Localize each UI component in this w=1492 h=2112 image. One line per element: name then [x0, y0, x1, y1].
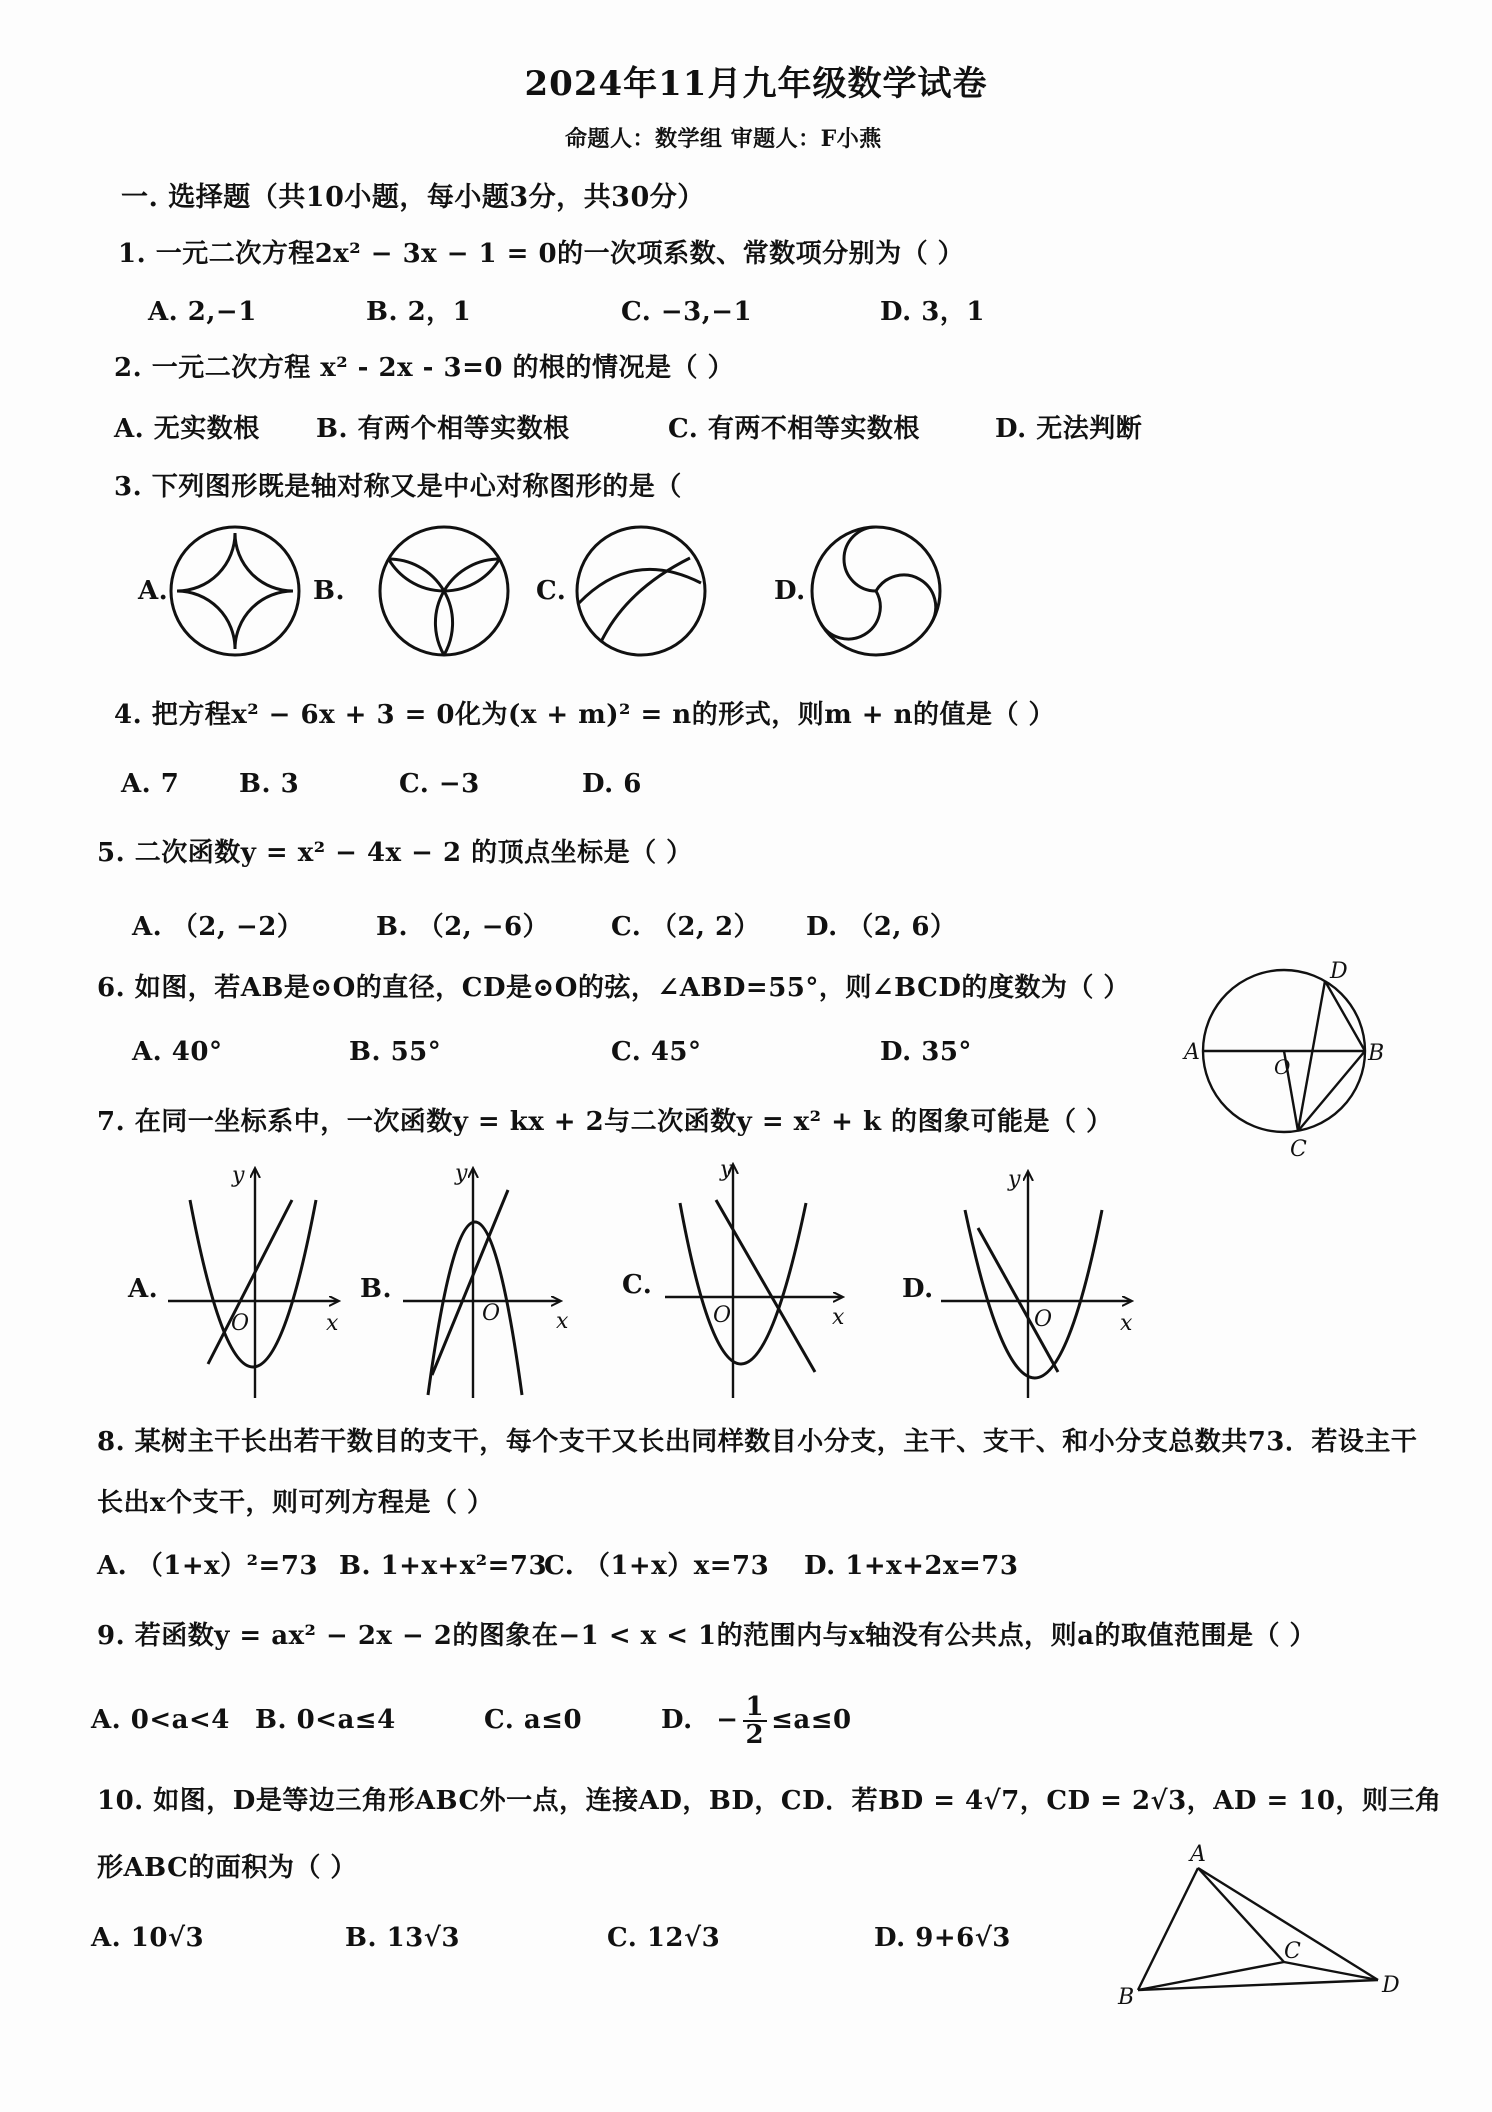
- q7-graph-a: [168, 1163, 339, 1398]
- fraction-denominator: 2: [745, 1720, 765, 1750]
- q3-figure-b: [380, 527, 508, 655]
- q7d-y-label: y: [1008, 1167, 1021, 1192]
- q1-option-c: C. −3,−1: [621, 297, 753, 327]
- q6-figure: [1182, 959, 1384, 1162]
- q10-option-b: B. 13√3: [345, 1923, 460, 1953]
- q4-option-d: D. 6: [582, 769, 642, 799]
- q7-option-a-label: A.: [128, 1274, 159, 1304]
- q8-option-b: B. 1+x+x²=73: [339, 1551, 548, 1581]
- q10-segment-ab: [1138, 1868, 1198, 1990]
- q10-stem-line-1: 10. 如图，D是等边三角形ABC外一点，连接AD，BD，CD．若BD = 4√7，CD = 2√3，AD = 10，则三角: [97, 1786, 1442, 1816]
- q7a-origin-label: O: [231, 1311, 250, 1336]
- q3-option-b-label: B.: [313, 576, 346, 606]
- q6-label-b: B: [1368, 1041, 1385, 1066]
- q7b-line: [432, 1190, 508, 1375]
- q3c-arc-1: [579, 569, 701, 603]
- q6-chord-bd: [1325, 981, 1365, 1051]
- q6-label-a: A: [1184, 1040, 1200, 1065]
- q7b-x-label: x: [556, 1309, 569, 1334]
- q7-graph-d: [941, 1167, 1133, 1398]
- q10-figure: [1117, 1842, 1400, 2010]
- q7c-parabola: [680, 1203, 806, 1364]
- q9-option-d-label: D.: [661, 1705, 693, 1735]
- q6-label-o: O: [1274, 1055, 1291, 1079]
- q7-graph-b: [403, 1161, 569, 1398]
- q7b-y-label: y: [455, 1161, 468, 1186]
- q3-figure-d: [812, 527, 947, 655]
- q3d-swirl-1: [844, 527, 876, 591]
- q4-option-a: A. 7: [121, 769, 180, 799]
- q3-option-a-label: A.: [138, 576, 169, 606]
- q9-option-d-rest: ≤a≤0: [771, 1705, 852, 1735]
- q1-option-a: A. 2,−1: [148, 297, 257, 327]
- q3-option-d-label: D.: [774, 576, 806, 606]
- q5-option-d: D. （2, 6）: [806, 912, 957, 942]
- q10-segment-bd: [1138, 1980, 1378, 1990]
- q7-option-b-label: B.: [360, 1274, 393, 1304]
- q6-label-c: C: [1290, 1137, 1307, 1162]
- q6-option-d: D. 35°: [880, 1037, 972, 1067]
- q7-stem: 7. 在同一坐标系中，一次函数y = kx + 2与二次函数y = x² + k 的图象可能是（ ）: [97, 1107, 1113, 1137]
- q1-stem: 1. 一元二次方程2x² − 3x − 1 = 0的一次项系数、常数项分别为（ ）: [118, 239, 965, 269]
- q7a-y-label: y: [232, 1163, 245, 1188]
- q3d-swirl-3: [821, 591, 892, 651]
- q3-option-c-label: C.: [536, 576, 567, 606]
- q1-option-d: D. 3，1: [880, 297, 985, 327]
- q10-option-d: D. 9+6√3: [874, 1923, 1011, 1953]
- q2-option-b: B. 有两个相等实数根: [316, 414, 570, 444]
- q10-stem-line-2: 形ABC的面积为（ ）: [97, 1853, 357, 1883]
- page-title: 2024年11月九年级数学试卷: [524, 64, 988, 104]
- q7-graph-c: [665, 1157, 845, 1398]
- q7c-origin-label: O: [713, 1303, 732, 1328]
- q7b-parabola: [428, 1222, 522, 1395]
- author-line: 命题人：数学组 审题人：F小燕: [565, 126, 882, 152]
- q7d-parabola: [965, 1210, 1102, 1378]
- q8-option-a: A. （1+x）²=73: [97, 1551, 319, 1581]
- q1-option-b: B. 2，1: [366, 297, 472, 327]
- q8-option-d: D. 1+x+2x=73: [804, 1551, 1019, 1581]
- q5-stem: 5. 二次函数y = x² − 4x − 2 的顶点坐标是（ ）: [97, 838, 693, 868]
- q10-label-b: B: [1118, 1985, 1135, 2010]
- q6-stem: 6. 如图，若AB是⊙O的直径，CD是⊙O的弦，∠ABD=55°，则∠BCD的度数为（ ）: [97, 973, 1130, 1003]
- q5-option-c: C. （2, 2）: [611, 912, 761, 942]
- q7d-x-label: x: [1120, 1311, 1133, 1336]
- q3a-curved-star: [177, 533, 293, 649]
- q8-stem-line-2: 长出x个支干，则可列方程是（ ）: [97, 1488, 494, 1518]
- q7b-origin-label: O: [482, 1301, 501, 1326]
- q3-stem: 3. 下列图形既是轴对称又是中心对称图形的是（: [114, 472, 682, 502]
- q3b-arc-1: [389, 559, 500, 591]
- q6-chord-cd: [1298, 981, 1325, 1131]
- q4-option-c: C. −3: [399, 769, 480, 799]
- q7d-origin-label: O: [1034, 1307, 1053, 1332]
- q9-option-c: C. a≤0: [484, 1705, 583, 1735]
- q7-option-c-label: C.: [622, 1270, 653, 1300]
- q9-option-d-sign: −: [716, 1705, 739, 1735]
- q6-option-b: B. 55°: [349, 1037, 442, 1067]
- q10-segment-ac: [1198, 1868, 1284, 1962]
- q2-stem: 2. 一元二次方程 x² - 2x - 3=0 的根的情况是（ ）: [114, 353, 735, 383]
- q10-option-c: C. 12√3: [607, 1923, 721, 1953]
- q10-option-a: A. 10√3: [91, 1923, 205, 1953]
- q2-option-d: D. 无法判断: [995, 414, 1143, 444]
- q2-option-a: A. 无实数根: [114, 414, 260, 444]
- q7a-x-label: x: [326, 1311, 339, 1336]
- q4-option-b: B. 3: [239, 769, 300, 799]
- q9-option-a: A. 0<a<4: [91, 1705, 230, 1735]
- q8-option-c: C. （1+x）x=73: [544, 1551, 770, 1581]
- q7-option-d-label: D.: [902, 1274, 934, 1304]
- q7c-x-label: x: [832, 1305, 845, 1330]
- section-title: 一. 选择题（共10小题，每小题3分，共30分）: [121, 182, 705, 213]
- q4-stem: 4. 把方程x² − 6x + 3 = 0化为(x + m)² = n的形式，则m + n的值是（ ）: [114, 700, 1056, 730]
- q3-figure-a: [171, 527, 299, 655]
- q7c-y-label: y: [720, 1157, 733, 1182]
- q6-label-d: D: [1330, 959, 1348, 984]
- q8-stem-line-1: 8. 某树主干长出若干数目的支干，每个支干又长出同样数目小分支，主干、支干、和小分支总数共73．若设主干: [97, 1427, 1418, 1457]
- q9-option-b: B. 0<a≤4: [255, 1705, 396, 1735]
- q10-label-a: A: [1190, 1842, 1206, 1867]
- q9-stem: 9. 若函数y = ax² − 2x − 2的图象在−1 < x < 1的范围内与x轴没有公共点，则a的取值范围是（ ）: [97, 1621, 1317, 1651]
- fraction-numerator: 1: [743, 1694, 768, 1722]
- q6-option-a: A. 40°: [132, 1037, 223, 1067]
- q10-label-c: C: [1284, 1939, 1301, 1964]
- q3-figure-c: [577, 527, 705, 655]
- q2-option-c: C. 有两不相等实数根: [668, 414, 920, 444]
- q7a-parabola: [190, 1200, 316, 1367]
- q10-label-d: D: [1382, 1973, 1400, 1998]
- q6-option-c: C. 45°: [611, 1037, 702, 1067]
- q5-option-a: A. （2, −2）: [132, 912, 304, 942]
- q5-option-b: B. （2, −6）: [376, 912, 550, 942]
